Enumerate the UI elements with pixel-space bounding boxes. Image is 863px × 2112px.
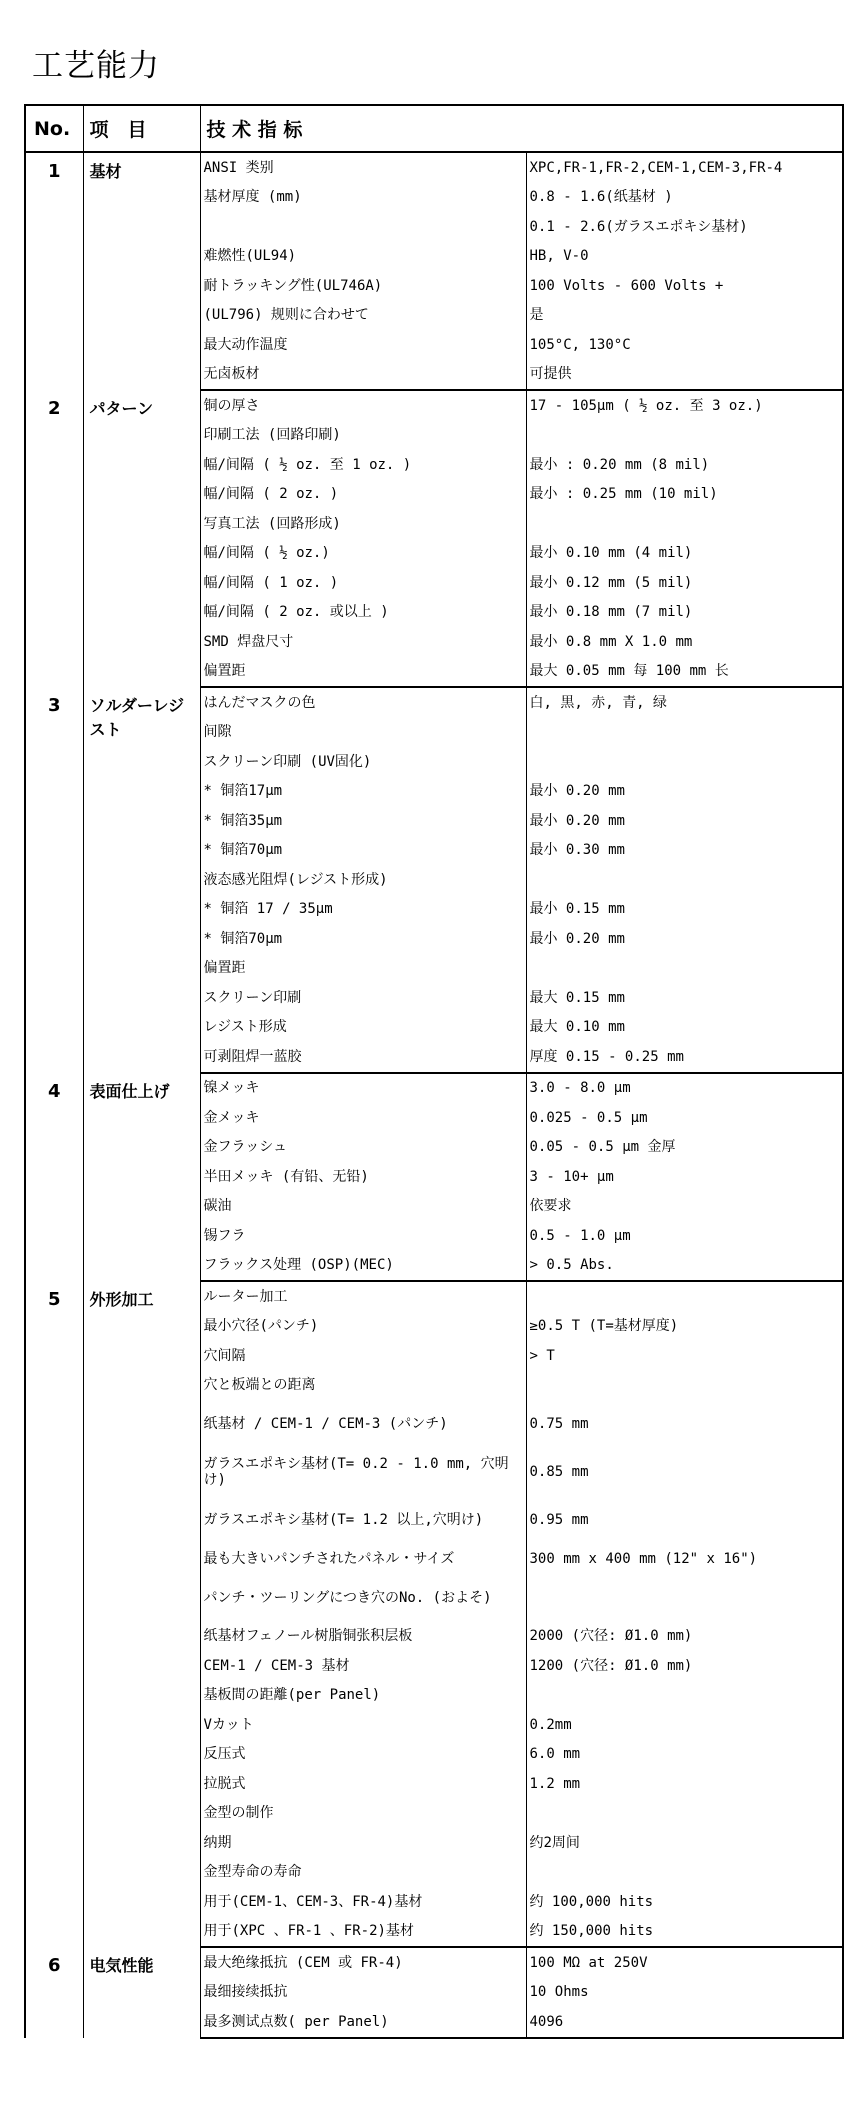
spec-parameter: 半田メッキ (有铅、无铅) (200, 1162, 526, 1192)
spec-parameter: * 铜箔17μm (200, 777, 526, 807)
spec-value: 0.2mm (526, 1710, 843, 1740)
section-number: 5 (25, 1281, 83, 1947)
spec-parameter: 穴间隔 (200, 1341, 526, 1371)
spec-value (526, 1681, 843, 1711)
spec-parameter: 纸基材 / CEM-1 / CEM-3 (パンチ) (200, 1400, 526, 1448)
spec-value: 100 Volts - 600 Volts + (526, 271, 843, 301)
spec-parameter: 碳油 (200, 1192, 526, 1222)
spec-parameter: 无卤板材 (200, 360, 526, 391)
spec-value: 105°C, 130°C (526, 330, 843, 360)
section-number: 3 (25, 687, 83, 1073)
spec-value: > T (526, 1341, 843, 1371)
spec-value: 依要求 (526, 1192, 843, 1222)
spec-parameter: 最多测试点数( per Panel) (200, 2007, 526, 2038)
spec-value: 0.025 - 0.5 μm (526, 1103, 843, 1133)
spec-parameter: 金型の制作 (200, 1799, 526, 1829)
header-spec: 技 术 指 标 (200, 105, 843, 152)
spec-parameter: * 铜箔35μm (200, 806, 526, 836)
spec-parameter: 液态感光阻焊(レジスト形成) (200, 865, 526, 895)
spec-parameter: 偏置距 (200, 954, 526, 984)
spec-value (526, 954, 843, 984)
spec-value: 最小 : 0.20 mm (8 mil) (526, 450, 843, 480)
spec-parameter: スクリーン印刷 (200, 983, 526, 1013)
spec-parameter: 幅/间隔 ( 2 oz. 或以上 ) (200, 598, 526, 628)
spec-parameter: SMD 焊盘尺寸 (200, 627, 526, 657)
spec-parameter: ガラスエポキシ基材(T= 1.2 以上,穴明け) (200, 1496, 526, 1544)
spec-parameter: 反压式 (200, 1740, 526, 1770)
spec-value: 约 100,000 hits (526, 1887, 843, 1917)
table-row (25, 1947, 843, 1978)
spec-parameter: パンチ・ツーリングにつき穴のNo. (およそ) (200, 1574, 526, 1622)
spec-parameter: 可剥阻焊一蓝胶 (200, 1042, 526, 1073)
section-name: 表面仕上げ (83, 1073, 200, 1282)
spec-value: 最小 0.18 mm (7 mil) (526, 598, 843, 628)
spec-parameter: CEM-1 / CEM-3 基材 (200, 1651, 526, 1681)
spec-value: > 0.5 Abs. (526, 1251, 843, 1282)
spec-value: 最小 0.8 mm X 1.0 mm (526, 627, 843, 657)
spec-value: 最小 0.20 mm (526, 777, 843, 807)
spec-value: 0.5 - 1.0 μm (526, 1221, 843, 1251)
spec-parameter: 基材厚度 (mm) (200, 183, 526, 213)
section-number: 4 (25, 1073, 83, 1282)
spec-parameter: 金メッキ (200, 1103, 526, 1133)
spec-parameter (200, 212, 526, 242)
spec-value: 0.75 mm (526, 1400, 843, 1448)
spec-value: ≥0.5 T (T=基材厚度) (526, 1312, 843, 1342)
spec-value (526, 1799, 843, 1829)
spec-value: 6.0 mm (526, 1740, 843, 1770)
spec-value: 约 150,000 hits (526, 1917, 843, 1948)
section-number: 6 (25, 1947, 83, 2038)
table-row (25, 687, 843, 718)
spec-value: 10 Ohms (526, 1978, 843, 2008)
spec-value: 3.0 - 8.0 μm (526, 1073, 843, 1104)
spec-parameter: Vカット (200, 1710, 526, 1740)
spec-value (526, 1281, 843, 1312)
spec-value: 最小 : 0.25 mm (10 mil) (526, 480, 843, 510)
spec-value: 可提供 (526, 360, 843, 391)
spec-value (526, 509, 843, 539)
spec-parameter: 写真工法 (回路形成) (200, 509, 526, 539)
section-name: ソルダーレジスト (83, 687, 200, 1073)
section-name: 电気性能 (83, 1947, 200, 2038)
spec-value: 300 mm x 400 mm (12" x 16") (526, 1544, 843, 1574)
spec-parameter: * 铜箔70μm (200, 924, 526, 954)
table-row (25, 1281, 843, 1312)
spec-parameter: 金フラッシュ (200, 1133, 526, 1163)
spec-value: 最小 0.15 mm (526, 895, 843, 925)
table-body (25, 152, 843, 2038)
spec-value (526, 718, 843, 748)
spec-value: 0.05 - 0.5 μm 金厚 (526, 1133, 843, 1163)
spec-parameter: 铜の厚さ (200, 390, 526, 421)
spec-parameter: ガラスエポキシ基材(T= 0.2 - 1.0 mm, 穴明け) (200, 1448, 526, 1496)
spec-parameter: 纳期 (200, 1828, 526, 1858)
spec-value: 3 - 10+ μm (526, 1162, 843, 1192)
spec-parameter: フラックス处理 (OSP)(MEC) (200, 1251, 526, 1282)
spec-value (526, 865, 843, 895)
spec-value: 最大 0.10 mm (526, 1013, 843, 1043)
spec-value: 最小 0.10 mm (4 mil) (526, 539, 843, 569)
spec-parameter: 幅/间隔 ( 2 oz. ) (200, 480, 526, 510)
spec-value: 4096 (526, 2007, 843, 2038)
section-name: パターン (83, 390, 200, 687)
table-row (25, 390, 843, 421)
spec-parameter: 基板間の距離(per Panel) (200, 1681, 526, 1711)
spec-value: 白, 黒, 赤, 青, 绿 (526, 687, 843, 718)
table-header-row (25, 105, 843, 152)
spec-value: 0.1 - 2.6(ガラスエポキシ基材) (526, 212, 843, 242)
spec-value: 1.2 mm (526, 1769, 843, 1799)
spec-value (526, 1858, 843, 1888)
spec-value: 厚度 0.15 - 0.25 mm (526, 1042, 843, 1073)
spec-parameter: (UL796) 规则に合わせて (200, 301, 526, 331)
spec-parameter: 耐トラッキング性(UL746A) (200, 271, 526, 301)
spec-parameter: 最大绝缘抵抗 (CEM 或 FR-4) (200, 1947, 526, 1978)
spec-parameter: ANSI 类别 (200, 152, 526, 183)
spec-parameter: 最大动作温度 (200, 330, 526, 360)
spec-parameter: * 铜箔 17 / 35μm (200, 895, 526, 925)
table-row (25, 1073, 843, 1104)
spec-value: 是 (526, 301, 843, 331)
spec-parameter: 最も大きいパンチされたパネル・サイズ (200, 1544, 526, 1574)
spec-value (526, 1371, 843, 1401)
capability-table-container (24, 104, 842, 2039)
spec-value: 最小 0.12 mm (5 mil) (526, 568, 843, 598)
spec-value: 最小 0.20 mm (526, 924, 843, 954)
spec-value: 最大 0.05 mm 每 100 mm 长 (526, 657, 843, 688)
spec-parameter: 难燃性(UL94) (200, 242, 526, 272)
table-row (25, 152, 843, 183)
spec-parameter: レジスト形成 (200, 1013, 526, 1043)
spec-parameter: 用于(XPC 、FR-1 、FR-2)基材 (200, 1917, 526, 1948)
section-name: 外形加工 (83, 1281, 200, 1947)
spec-value: 0.8 - 1.6(纸基材 ) (526, 183, 843, 213)
spec-parameter: 金型寿命の寿命 (200, 1858, 526, 1888)
page-title: 工艺能力 (32, 48, 160, 84)
spec-value (526, 747, 843, 777)
spec-value: 约2周间 (526, 1828, 843, 1858)
spec-parameter: 间隙 (200, 718, 526, 748)
spec-parameter: 最小穴径(パンチ) (200, 1312, 526, 1342)
spec-value (526, 1574, 843, 1622)
spec-parameter: 拉脱式 (200, 1769, 526, 1799)
spec-parameter: 幅/间隔 ( ½ oz.) (200, 539, 526, 569)
capability-table (24, 104, 844, 2039)
spec-parameter: 偏置距 (200, 657, 526, 688)
header-item: 项 目 (83, 105, 200, 152)
section-number: 2 (25, 390, 83, 687)
spec-parameter: 镍メッキ (200, 1073, 526, 1104)
spec-parameter: 锡フラ (200, 1221, 526, 1251)
spec-parameter: 印刷工法 (回路印刷) (200, 421, 526, 451)
spec-value: 最大 0.15 mm (526, 983, 843, 1013)
spec-value: 1200 (穴径: Ø1.0 mm) (526, 1651, 843, 1681)
spec-parameter: 最细接续抵抗 (200, 1978, 526, 2008)
spec-parameter: はんだマスクの色 (200, 687, 526, 718)
spec-value: 最小 0.30 mm (526, 836, 843, 866)
spec-value: XPC,FR-1,FR-2,CEM-1,CEM-3,FR-4 (526, 152, 843, 183)
spec-parameter: * 铜箔70μm (200, 836, 526, 866)
section-number: 1 (25, 152, 83, 390)
spec-parameter: 幅/间隔 ( 1 oz. ) (200, 568, 526, 598)
spec-value (526, 421, 843, 451)
spec-parameter: スクリーン印刷 (UV固化) (200, 747, 526, 777)
spec-value: 100 MΩ at 250V (526, 1947, 843, 1978)
spec-value: 2000 (穴径: Ø1.0 mm) (526, 1622, 843, 1652)
spec-value: 17 - 105μm ( ½ oz. 至 3 oz.) (526, 390, 843, 421)
spec-parameter: ルーター加工 (200, 1281, 526, 1312)
section-name: 基材 (83, 152, 200, 390)
spec-value: 最小 0.20 mm (526, 806, 843, 836)
spec-parameter: 用于(CEM-1、CEM-3、FR-4)基材 (200, 1887, 526, 1917)
spec-value: 0.85 mm (526, 1448, 843, 1496)
spec-parameter: 幅/间隔 ( ½ oz. 至 1 oz. ) (200, 450, 526, 480)
spec-parameter: 穴と板端との距离 (200, 1371, 526, 1401)
header-no: No. (25, 105, 83, 152)
spec-value: 0.95 mm (526, 1496, 843, 1544)
spec-parameter: 纸基材フェノール树脂铜张积层板 (200, 1622, 526, 1652)
spec-value: HB, V-0 (526, 242, 843, 272)
